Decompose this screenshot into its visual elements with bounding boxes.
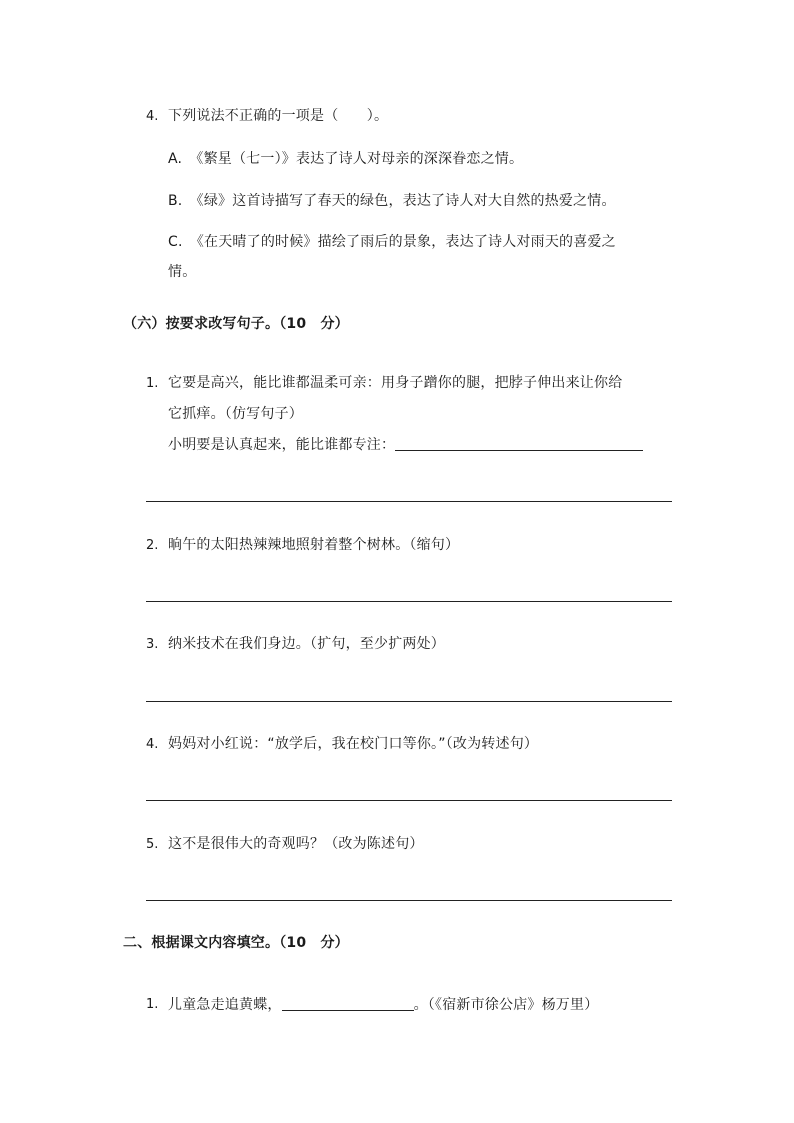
option-b: B. 《绿》这首诗描写了春天的绿色，表达了诗人对大自然的热爱之情。 [168,193,616,209]
fill-in-item [168,994,598,1015]
option-a: A. 《繁星（七一）》表达了诗人对母亲的深深眷恋之情。 [168,151,524,167]
imitation-prompt [168,434,643,455]
item-number: 5. [146,837,159,852]
answer-line[interactable] [146,601,672,602]
answer-line[interactable] [146,701,672,702]
item-number: 3. [146,637,159,652]
item-text: 这不是很伟大的奇观吗？（改为陈述句） [168,836,424,852]
item-text: 晌午的太阳热辣辣地照射着整个树林。（缩句） [168,537,460,553]
answer-line[interactable] [146,800,672,801]
section-heading: 二、根据课文内容填空。（10 分） [123,935,349,951]
answer-line[interactable] [146,900,672,901]
section-heading: （六）按要求改写句子。（10 分） [123,316,349,332]
answer-blank[interactable] [282,994,414,1011]
item-number: 1. [146,997,159,1012]
item-text-continued: 它抓痒。（仿写句子） [168,406,303,422]
option-c-continued: 情。 [168,264,197,280]
item-text: 纳米技术在我们身边。（扩句，至少扩两处） [168,636,445,652]
question-stem: 下列说法不正确的一项是（ ）。 [168,108,389,124]
item-number: 4. [146,737,159,752]
option-c: C. 《在天晴了的时候》描绘了雨后的景象，表达了诗人对雨天的喜爱之 [168,234,616,250]
question-number: 4. [146,109,159,124]
fill-in-after: 。（《宿新市徐公店》杨万里） [413,997,599,1013]
item-number: 2. [146,538,159,553]
answer-line[interactable] [146,501,672,502]
item-text: 它要是高兴，能比谁都温柔可亲：用身子蹭你的腿，把脖子伸出来让你给 [168,375,623,391]
answer-blank[interactable] [395,434,643,451]
imitation-prompt-text: 小明要是认真起来，能比谁都专注： [168,437,396,453]
item-number: 1. [146,376,159,391]
item-text: 妈妈对小红说：“放学后，我在校门口等你。”（改为转述句） [168,736,539,752]
fill-in-before: 儿童急走追黄蝶， [168,997,282,1013]
